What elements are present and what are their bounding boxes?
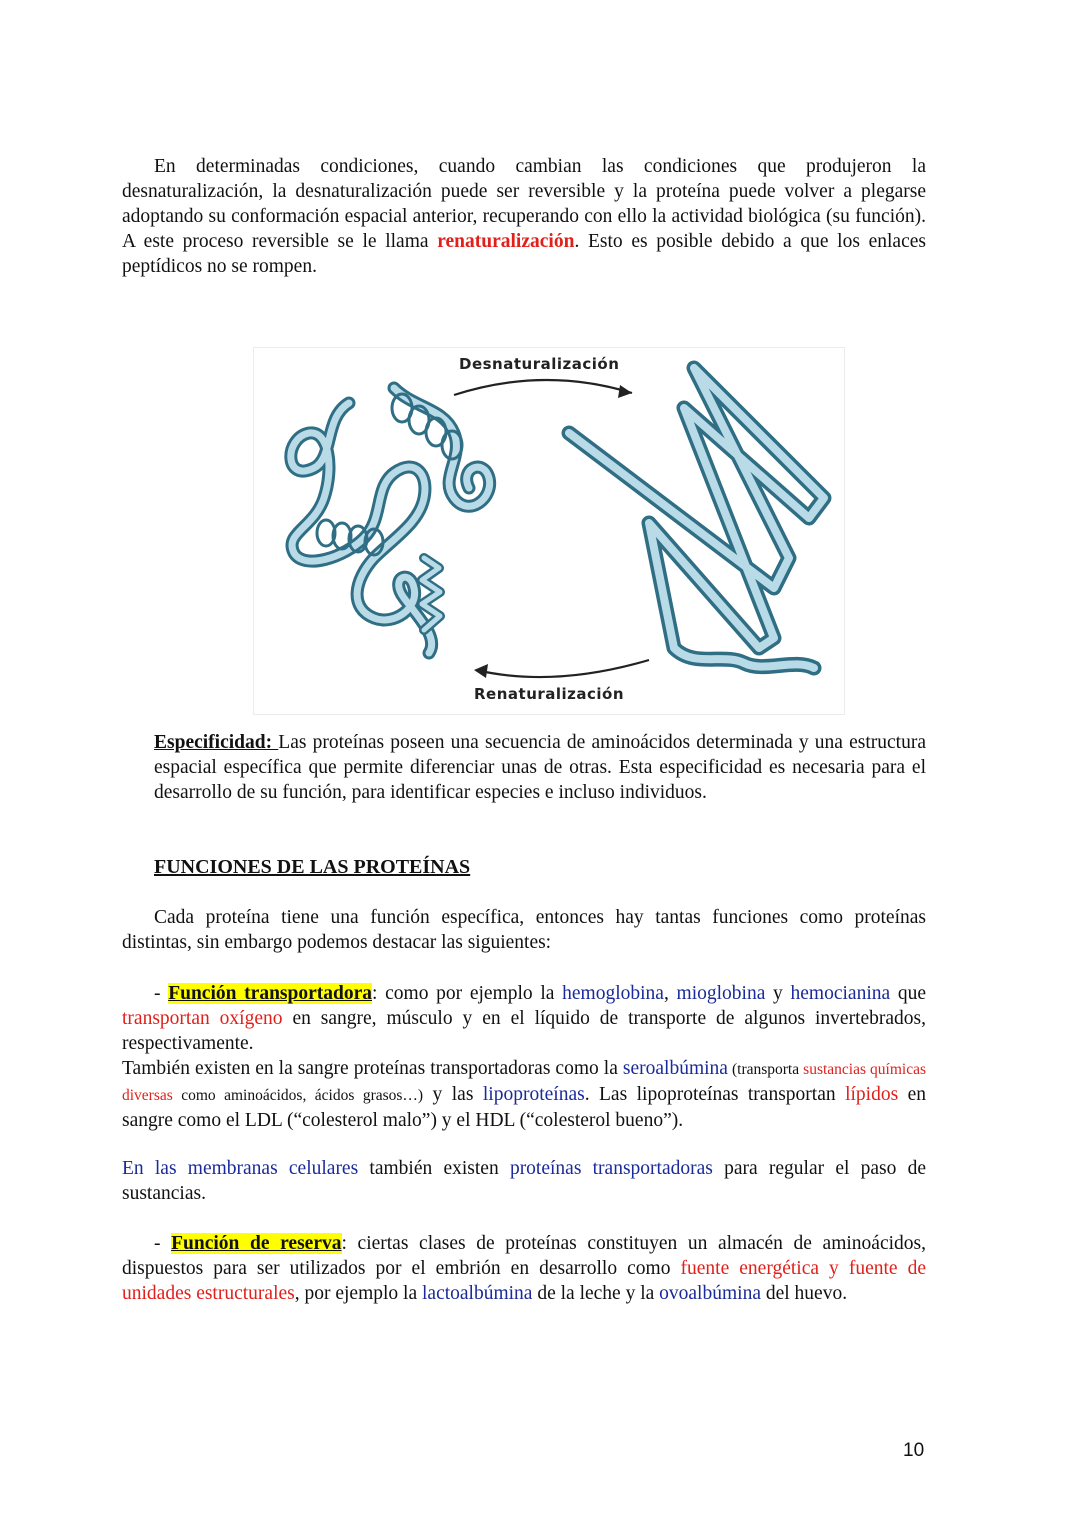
text-span: . Las lipoproteínas transportan	[584, 1084, 846, 1105]
text-span: del huevo.	[760, 1283, 848, 1304]
fuente-energetica-term: fuente energética y fuente de unidades estructurales	[122, 1258, 926, 1304]
renaturalizacion-term: renaturalización	[437, 231, 575, 252]
renaturation-arrow	[476, 660, 649, 677]
sustancias-term: sustancias químicas diversas	[122, 1061, 926, 1104]
text-span: y	[765, 983, 791, 1004]
membranas-term: En las membranas celulares	[122, 1158, 359, 1179]
mioglobina-term: mioglobina	[676, 983, 766, 1004]
reserva-paragraph	[122, 1231, 926, 1306]
hemocianina-term: hemocianina	[790, 983, 891, 1004]
text-span: en sangre, músculo y en el líquido de transporte de algunos invertebrados, respectivamente.	[122, 1008, 926, 1054]
text-span: También existen en la sangre proteínas transportadoras como la	[122, 1058, 623, 1079]
denaturation-figure	[253, 347, 845, 715]
text-span: : ciertas clases de proteínas constituyen un almacén de aminoácidos, dispuestos para ser utilizados por el embrión en desarrollo como	[122, 1233, 926, 1279]
text-span: también existen	[358, 1158, 510, 1179]
transportan-oxigeno-term: transportan oxígeno	[122, 1008, 283, 1029]
text-span: para regular el paso de sustancias.	[122, 1158, 926, 1204]
bullet-dash: -	[154, 1233, 172, 1254]
intro-text: En determinadas condiciones, cuando cambian las condiciones que produjeron la desnaturalización, la desnaturalización puede ser reversible y la proteína puede volver a plegarse adoptando su conformación espacial anterior, recuperando con ello la actividad biológica (su función). A este proceso reversible se le llama	[122, 156, 926, 252]
text-span: como aminoácidos, ácidos grasos…)	[172, 1087, 424, 1104]
hemoglobina-term: hemoglobina	[562, 983, 664, 1004]
lipidos-term: lípidos	[845, 1084, 899, 1105]
membranas-paragraph	[122, 1156, 926, 1206]
section-heading: FUNCIONES DE LAS PROTEÍNAS	[154, 856, 471, 878]
renaturation-arrowhead	[474, 664, 488, 678]
bullet-dash: -	[154, 983, 169, 1004]
especificidad-label: Especificidad:	[154, 732, 279, 753]
text-span: de la leche y la	[532, 1283, 660, 1304]
lipoproteinas-term: lipoproteínas	[482, 1084, 585, 1105]
funcion-transportadora-label: Función transportadora	[168, 983, 372, 1004]
especificidad-text: Las proteínas poseen una secuencia de aminoácidos determinada y una estructura espacial específica que permite diferenciar unas de otras. Esta especificidad es necesaria para el desarrollo de su función, para identificar especies e incluso individuos.	[154, 732, 926, 803]
ovoalbumina-term: ovoalbúmina	[659, 1283, 761, 1304]
intro-paragraph	[122, 154, 926, 279]
page-number: 10	[903, 1440, 925, 1461]
funciones-intro-paragraph: Cada proteína tiene una función específica, entonces hay tantas funciones como proteínas distintas, sin embargo podemos destacar las siguientes:	[122, 907, 926, 953]
seroalbumina-paragraph	[122, 1056, 926, 1133]
text-span: ,	[663, 983, 677, 1004]
text-span: que	[890, 983, 926, 1004]
especificidad-paragraph	[154, 730, 926, 805]
desnaturalizacion-label: Desnaturalización	[459, 355, 620, 373]
renaturalizacion-label: Renaturalización	[474, 685, 625, 703]
protein-folding-illustration	[254, 348, 844, 714]
proteinas-transportadoras-term: proteínas transportadoras	[509, 1158, 713, 1179]
folded-protein	[291, 388, 490, 653]
text-span: (transporta	[727, 1061, 804, 1078]
text-span: en sangre como el LDL (“colesterol malo”) y el HDL (“colesterol bueno”).	[122, 1084, 927, 1131]
transportadora-paragraph	[122, 981, 926, 1056]
text-span: y las	[423, 1084, 483, 1105]
denaturation-arrow	[454, 380, 632, 395]
lactoalbumina-term: lactoalbúmina	[422, 1283, 533, 1304]
text-span: , por ejemplo la	[294, 1283, 422, 1304]
seroalbumina-term: seroalbúmina	[622, 1058, 728, 1079]
denatured-protein	[569, 368, 824, 668]
intro-text-end: . Esto es posible debido a que los enlaces peptídicos no se rompen.	[122, 231, 926, 277]
funcion-reserva-label: Función de reserva	[171, 1233, 342, 1254]
text-span: : como por ejemplo la	[372, 983, 563, 1004]
